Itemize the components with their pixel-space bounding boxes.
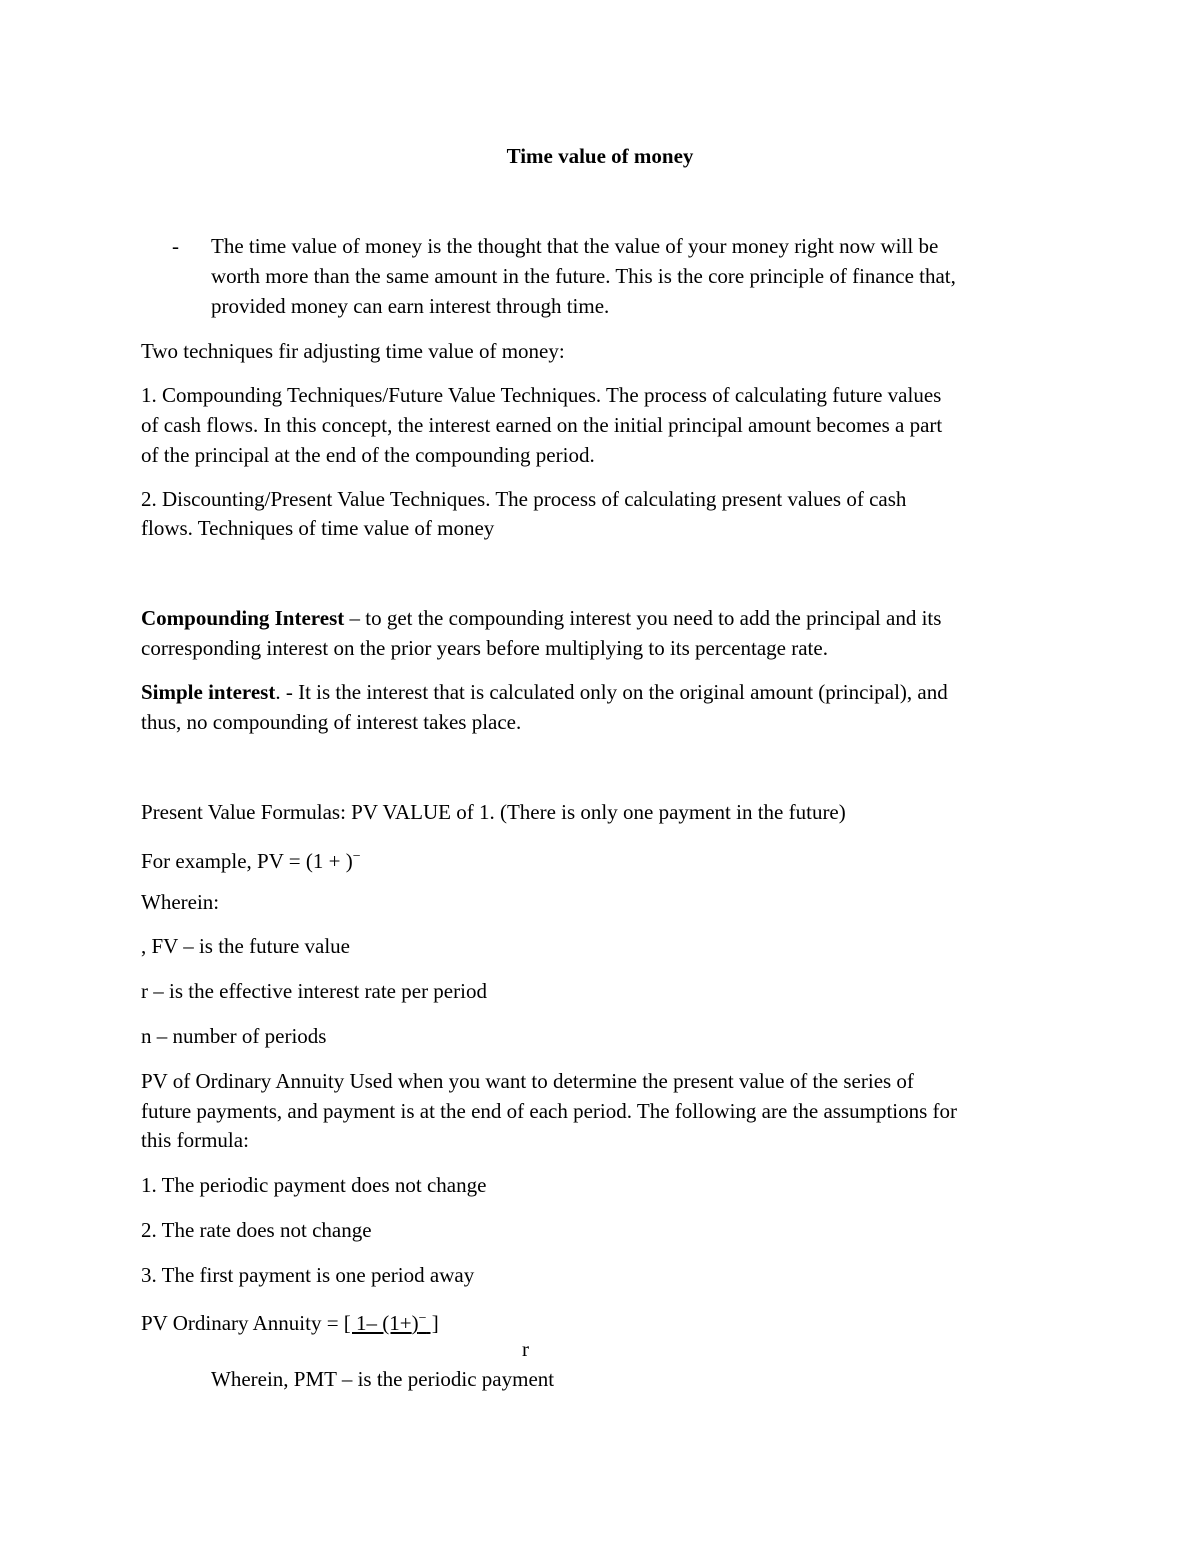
technique2-line-2: flows. Techniques of time value of money [141, 516, 495, 540]
annuity-formula [141, 1304, 439, 1338]
annuity-formula-label: PV Ordinary Annuity = [141, 1311, 344, 1335]
formula-part: ) [345, 849, 353, 873]
wherein-label: Wherein: [141, 890, 220, 914]
bullet-line-3: provided money can earn interest through time. [211, 294, 610, 318]
technique1-line-1: 1. Compounding Techniques/Future Value Techniques. The process of calculating future values [141, 383, 942, 407]
pv-formulas-heading: Present Value Formulas: PV VALUE of 1. (There is only one payment in the future) [141, 800, 846, 824]
wherein-pmt: Wherein, PMT – is the periodic payment [211, 1367, 555, 1391]
formula-exponent: − [418, 1311, 427, 1326]
simple-line-2: thus, no compounding of interest takes place. [141, 710, 522, 734]
annuity-line-2: future payments, and payment is at the end of each period. The following are the assumptions for [141, 1099, 958, 1123]
annuity-numerator [344, 1311, 439, 1335]
technique1-line-3: of the principal at the end of the compounding period. [141, 443, 595, 467]
annuity-line-1: PV of Ordinary Annuity Used when you want to determine the present value of the series of [141, 1069, 914, 1093]
formula-exponent: − [352, 849, 361, 864]
numerator-part: ) [411, 1311, 419, 1335]
example-label: For example, PV = [141, 849, 306, 873]
assumption-2: 2. The rate does not change [141, 1218, 372, 1242]
annuity-denominator: r [522, 1337, 529, 1361]
compounding-line-2: corresponding interest on the prior years before multiplying to its percentage rate. [141, 636, 828, 660]
compounding-line-1 [141, 603, 941, 633]
formula-part: (1 + [305, 849, 346, 873]
definition-n: n – number of periods [141, 1024, 327, 1048]
techniques-intro: Two techniques fir adjusting time value of money: [141, 339, 565, 363]
definition-r: r – is the effective interest rate per period [141, 979, 487, 1003]
bullet-line-2: worth more than the same amount in the future. This is the core principle of finance that, [211, 264, 956, 288]
simple-definition: . - It is the interest that is calculated only on the original amount (principal), and [275, 680, 948, 704]
bullet-marker: - [172, 234, 179, 258]
bullet-line-1: The time value of money is the thought that the value of your money right now will be [211, 234, 939, 258]
assumption-3: 3. The first payment is one period away [141, 1263, 475, 1287]
technique2-line-1: 2. Discounting/Present Value Techniques. The process of calculating present values of cash [141, 487, 907, 511]
simple-term: Simple interest [141, 680, 276, 704]
document-title: Time value of money [506, 144, 694, 168]
simple-line-1 [141, 677, 948, 707]
definition-fv: , FV – is the future value [141, 934, 350, 958]
numerator-part: [ 1– (1+ [343, 1311, 412, 1335]
technique1-line-2: of cash flows. In this concept, the interest earned on the initial principal amount becomes a part [141, 413, 943, 437]
compounding-term: Compounding Interest [141, 606, 345, 630]
compounding-definition: – to get the compounding interest you need to add the principal and its [344, 606, 942, 630]
assumption-1: 1. The periodic payment does not change [141, 1173, 487, 1197]
numerator-part: ] [426, 1311, 439, 1335]
example-formula [141, 842, 361, 876]
annuity-line-3: this formula: [141, 1128, 249, 1152]
